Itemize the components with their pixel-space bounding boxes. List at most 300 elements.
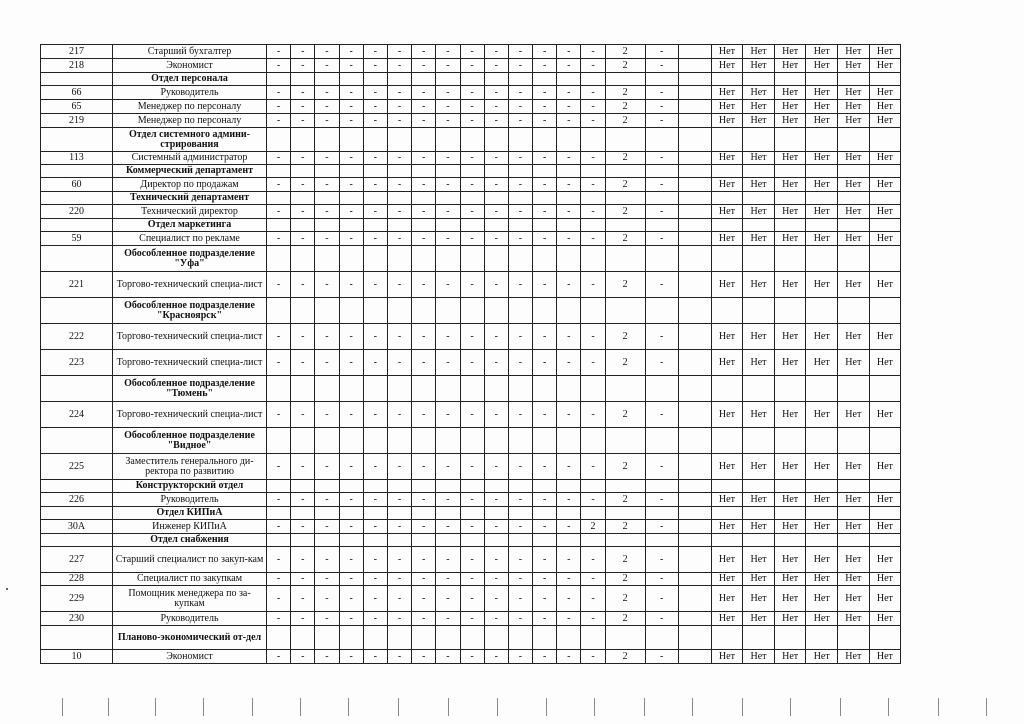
table-cell xyxy=(774,73,806,86)
table-cell xyxy=(645,507,678,520)
section-title-cell: Обособленное подразделение "Красноярск" xyxy=(113,298,267,324)
class-cell: 2 xyxy=(605,402,645,428)
table-cell xyxy=(363,192,387,205)
table-cell xyxy=(678,100,711,114)
table-cell xyxy=(339,428,363,454)
answer-cell: Нет xyxy=(806,586,838,612)
factor-cell: - xyxy=(387,232,411,246)
table-cell xyxy=(678,192,711,205)
table-cell xyxy=(869,376,901,402)
factor-cell: - xyxy=(412,402,436,428)
answer-cell: Нет xyxy=(806,547,838,573)
factor-cell: - xyxy=(412,573,436,586)
class-cell: 2 xyxy=(605,350,645,376)
table-cell xyxy=(678,534,711,547)
row-number-cell: 229 xyxy=(41,586,113,612)
table-cell xyxy=(533,428,557,454)
table-cell xyxy=(508,507,532,520)
answer-cell: Нет xyxy=(743,205,775,219)
answer-cell: Нет xyxy=(806,402,838,428)
section-title-cell: Обособленное подразделение "Уфа" xyxy=(113,246,267,272)
factor-cell: - xyxy=(484,232,508,246)
factor-cell: - xyxy=(581,324,605,350)
factor-cell: - xyxy=(339,454,363,480)
table-cell xyxy=(267,128,291,152)
factor-cell: - xyxy=(533,232,557,246)
table-cell xyxy=(436,128,460,152)
table-cell xyxy=(838,128,870,152)
position-name-cell: Торгово-технический специа-лист xyxy=(113,324,267,350)
factor-cell: - xyxy=(484,547,508,573)
table-cell xyxy=(645,165,678,178)
factor-cell: - xyxy=(363,45,387,59)
factor-cell: - xyxy=(484,650,508,664)
table-cell xyxy=(484,428,508,454)
factor-cell: - xyxy=(387,612,411,626)
factor-cell: - xyxy=(460,650,484,664)
answer-cell: Нет xyxy=(711,350,743,376)
workplace-table xyxy=(40,44,901,664)
factor-cell: - xyxy=(363,520,387,534)
answer-cell: Нет xyxy=(743,59,775,73)
table-cell xyxy=(743,165,775,178)
factor-cell: - xyxy=(645,350,678,376)
answer-cell: Нет xyxy=(774,402,806,428)
table-cell xyxy=(711,428,743,454)
factor-cell: - xyxy=(557,59,581,73)
factor-cell: - xyxy=(315,493,339,507)
factor-cell: - xyxy=(291,100,315,114)
table-cell xyxy=(339,219,363,232)
factor-cell: - xyxy=(315,86,339,100)
table-cell xyxy=(678,205,711,219)
factor-cell: - xyxy=(557,152,581,165)
factor-cell: - xyxy=(557,45,581,59)
table-cell xyxy=(774,428,806,454)
answer-cell: Нет xyxy=(869,573,901,586)
factor-cell: - xyxy=(291,573,315,586)
table-cell xyxy=(387,219,411,232)
factor-cell: - xyxy=(315,402,339,428)
table-cell xyxy=(291,480,315,493)
answer-cell: Нет xyxy=(743,454,775,480)
row-number-cell xyxy=(41,73,113,86)
factor-cell: - xyxy=(363,493,387,507)
table-cell xyxy=(412,507,436,520)
section-row xyxy=(41,480,901,493)
table-cell xyxy=(743,219,775,232)
factor-cell: - xyxy=(484,272,508,298)
table-row xyxy=(41,152,901,165)
factor-cell: - xyxy=(363,178,387,192)
factor-cell: - xyxy=(484,454,508,480)
factor-cell: - xyxy=(645,86,678,100)
table-cell xyxy=(484,480,508,493)
factor-cell: - xyxy=(315,205,339,219)
factor-cell: - xyxy=(557,493,581,507)
answer-cell: Нет xyxy=(869,86,901,100)
factor-cell: - xyxy=(557,612,581,626)
factor-cell: - xyxy=(267,493,291,507)
factor-cell: - xyxy=(484,59,508,73)
answer-cell: Нет xyxy=(806,272,838,298)
answer-cell: Нет xyxy=(838,350,870,376)
answer-cell: Нет xyxy=(806,152,838,165)
row-number-cell xyxy=(41,192,113,205)
table-cell xyxy=(869,219,901,232)
factor-cell: - xyxy=(484,100,508,114)
factor-cell: - xyxy=(412,547,436,573)
class-cell: 2 xyxy=(605,493,645,507)
table-cell xyxy=(678,376,711,402)
factor-cell: - xyxy=(484,520,508,534)
table-cell xyxy=(806,480,838,493)
answer-cell: Нет xyxy=(806,232,838,246)
factor-cell: - xyxy=(412,232,436,246)
factor-cell: - xyxy=(557,520,581,534)
factor-cell: - xyxy=(460,152,484,165)
table-cell xyxy=(605,246,645,272)
table-cell xyxy=(436,428,460,454)
answer-cell: Нет xyxy=(838,454,870,480)
factor-cell: - xyxy=(533,59,557,73)
answer-cell: Нет xyxy=(711,59,743,73)
class-cell: 2 xyxy=(605,178,645,192)
factor-cell: - xyxy=(533,520,557,534)
table-cell xyxy=(838,246,870,272)
section-title-cell: Отдел персонала xyxy=(113,73,267,86)
factor-cell: - xyxy=(315,114,339,128)
table-row xyxy=(41,586,901,612)
table-cell xyxy=(387,480,411,493)
table-cell xyxy=(774,219,806,232)
answer-cell: Нет xyxy=(806,100,838,114)
table-cell xyxy=(806,507,838,520)
table-cell xyxy=(363,298,387,324)
table-cell xyxy=(436,73,460,86)
factor-cell: - xyxy=(460,59,484,73)
answer-cell: Нет xyxy=(743,586,775,612)
table-cell xyxy=(605,192,645,205)
row-number-cell: 223 xyxy=(41,350,113,376)
factor-cell: - xyxy=(412,152,436,165)
factor-cell: - xyxy=(339,547,363,573)
table-cell xyxy=(581,192,605,205)
factor-cell: - xyxy=(436,573,460,586)
position-name-cell: Торгово-технический специа-лист xyxy=(113,350,267,376)
factor-cell: - xyxy=(363,100,387,114)
section-title-cell: Обособленное подразделение "Видное" xyxy=(113,428,267,454)
table-row xyxy=(41,272,901,298)
answer-cell: Нет xyxy=(711,454,743,480)
table-cell xyxy=(678,493,711,507)
table-row xyxy=(41,573,901,586)
edge-mark xyxy=(300,698,301,716)
table-cell xyxy=(774,626,806,650)
factor-cell: - xyxy=(484,586,508,612)
answer-cell: Нет xyxy=(869,350,901,376)
factor-cell: - xyxy=(460,454,484,480)
table-cell xyxy=(267,73,291,86)
factor-cell: - xyxy=(581,114,605,128)
factor-cell: - xyxy=(645,547,678,573)
row-number-cell: 113 xyxy=(41,152,113,165)
table-cell xyxy=(645,480,678,493)
answer-cell: Нет xyxy=(838,205,870,219)
factor-cell: - xyxy=(291,86,315,100)
factor-cell: - xyxy=(436,350,460,376)
table-cell xyxy=(869,534,901,547)
factor-cell: - xyxy=(581,586,605,612)
class-cell: 2 xyxy=(605,650,645,664)
factor-cell: - xyxy=(267,59,291,73)
class-cell: 2 xyxy=(605,114,645,128)
factor-cell: - xyxy=(484,612,508,626)
table-cell xyxy=(533,73,557,86)
factor-cell: - xyxy=(557,100,581,114)
answer-cell: Нет xyxy=(869,650,901,664)
table-cell xyxy=(484,73,508,86)
table-cell xyxy=(581,480,605,493)
factor-cell: - xyxy=(363,402,387,428)
factor-cell: - xyxy=(484,114,508,128)
table-cell xyxy=(339,298,363,324)
table-cell xyxy=(412,376,436,402)
table-cell xyxy=(363,534,387,547)
table-cell xyxy=(315,626,339,650)
row-number-cell: 60 xyxy=(41,178,113,192)
factor-cell: - xyxy=(363,324,387,350)
table-cell xyxy=(557,534,581,547)
factor-cell: - xyxy=(315,100,339,114)
factor-cell: - xyxy=(387,650,411,664)
position-name-cell: Торгово-технический специа-лист xyxy=(113,272,267,298)
answer-cell: Нет xyxy=(869,152,901,165)
factor-cell: - xyxy=(315,324,339,350)
factor-cell: - xyxy=(533,152,557,165)
table-cell xyxy=(869,73,901,86)
factor-cell: - xyxy=(436,272,460,298)
table-cell xyxy=(838,165,870,178)
table-cell xyxy=(291,219,315,232)
answer-cell: Нет xyxy=(869,100,901,114)
table-cell xyxy=(339,534,363,547)
factor-cell: - xyxy=(315,45,339,59)
answer-cell: Нет xyxy=(774,324,806,350)
table-cell xyxy=(838,626,870,650)
table-cell xyxy=(869,128,901,152)
table-cell xyxy=(508,626,532,650)
table-cell xyxy=(387,246,411,272)
factor-cell: - xyxy=(339,520,363,534)
table-cell xyxy=(533,376,557,402)
table-cell xyxy=(743,534,775,547)
factor-cell: - xyxy=(645,612,678,626)
table-cell xyxy=(838,73,870,86)
table-cell xyxy=(645,128,678,152)
table-cell xyxy=(484,219,508,232)
edge-mark xyxy=(644,698,645,716)
table-cell xyxy=(484,534,508,547)
table-row xyxy=(41,324,901,350)
table-cell xyxy=(869,298,901,324)
table-cell xyxy=(645,219,678,232)
factor-cell: - xyxy=(645,59,678,73)
factor-cell: - xyxy=(557,586,581,612)
table-cell xyxy=(869,165,901,178)
table-cell xyxy=(678,152,711,165)
position-name-cell: Менеджер по персоналу xyxy=(113,100,267,114)
factor-cell: - xyxy=(533,86,557,100)
edge-mark xyxy=(497,698,498,716)
factor-cell: - xyxy=(508,152,532,165)
table-row xyxy=(41,547,901,573)
factor-cell: - xyxy=(363,114,387,128)
answer-cell: Нет xyxy=(806,59,838,73)
row-number-cell xyxy=(41,480,113,493)
table-cell xyxy=(678,573,711,586)
factor-cell: - xyxy=(484,402,508,428)
answer-cell: Нет xyxy=(774,573,806,586)
table-row xyxy=(41,232,901,246)
factor-cell: - xyxy=(315,650,339,664)
table-cell xyxy=(678,232,711,246)
factor-cell: - xyxy=(363,272,387,298)
row-number-cell: 220 xyxy=(41,205,113,219)
factor-cell: - xyxy=(533,272,557,298)
edge-mark xyxy=(155,698,156,716)
factor-cell: - xyxy=(557,573,581,586)
table-cell xyxy=(460,165,484,178)
table-cell xyxy=(806,534,838,547)
answer-cell: Нет xyxy=(869,324,901,350)
table-cell xyxy=(267,298,291,324)
factor-cell: - xyxy=(533,205,557,219)
answer-cell: Нет xyxy=(869,178,901,192)
row-number-cell xyxy=(41,428,113,454)
factor-cell: - xyxy=(484,45,508,59)
factor-cell: - xyxy=(436,114,460,128)
table-cell xyxy=(838,507,870,520)
factor-cell: - xyxy=(508,493,532,507)
factor-cell: - xyxy=(460,586,484,612)
row-number-cell: 227 xyxy=(41,547,113,573)
table-cell xyxy=(605,507,645,520)
table-cell xyxy=(581,298,605,324)
answer-cell: Нет xyxy=(869,114,901,128)
table-cell xyxy=(339,165,363,178)
factor-cell: - xyxy=(339,402,363,428)
factor-cell: - xyxy=(339,650,363,664)
answer-cell: Нет xyxy=(869,493,901,507)
factor-cell: - xyxy=(484,152,508,165)
table-cell xyxy=(363,73,387,86)
factor-cell: - xyxy=(339,324,363,350)
class-cell: 2 xyxy=(605,86,645,100)
answer-cell: Нет xyxy=(711,520,743,534)
factor-cell: - xyxy=(387,350,411,376)
factor-cell: - xyxy=(339,272,363,298)
answer-cell: Нет xyxy=(806,324,838,350)
answer-cell: Нет xyxy=(743,114,775,128)
factor-cell: - xyxy=(557,547,581,573)
table-cell xyxy=(387,128,411,152)
factor-cell: - xyxy=(645,454,678,480)
factor-cell: - xyxy=(460,205,484,219)
table-cell xyxy=(387,298,411,324)
class-cell: 2 xyxy=(605,520,645,534)
table-cell xyxy=(678,547,711,573)
factor-cell: - xyxy=(557,324,581,350)
table-cell xyxy=(315,428,339,454)
row-number-cell xyxy=(41,534,113,547)
table-cell xyxy=(806,298,838,324)
factor-cell: - xyxy=(363,573,387,586)
table-row xyxy=(41,612,901,626)
table-cell xyxy=(605,626,645,650)
table-cell xyxy=(533,192,557,205)
table-cell xyxy=(678,45,711,59)
factor-cell: - xyxy=(412,59,436,73)
factor-cell: - xyxy=(412,612,436,626)
answer-cell: Нет xyxy=(711,402,743,428)
table-cell xyxy=(412,128,436,152)
edge-mark xyxy=(62,698,63,716)
factor-cell: - xyxy=(645,152,678,165)
factor-cell: - xyxy=(557,650,581,664)
factor-cell: - xyxy=(387,178,411,192)
answer-cell: Нет xyxy=(711,114,743,128)
table-cell xyxy=(605,480,645,493)
position-name-cell: Помощник менеджера по за-купкам xyxy=(113,586,267,612)
table-cell xyxy=(460,626,484,650)
table-cell xyxy=(678,165,711,178)
factor-cell: - xyxy=(460,547,484,573)
table-cell xyxy=(484,192,508,205)
factor-cell: - xyxy=(315,152,339,165)
table-cell xyxy=(387,428,411,454)
table-cell xyxy=(678,298,711,324)
factor-cell: - xyxy=(581,59,605,73)
table-cell xyxy=(267,376,291,402)
answer-cell: Нет xyxy=(774,272,806,298)
factor-cell: - xyxy=(412,454,436,480)
table-cell xyxy=(460,534,484,547)
factor-cell: - xyxy=(363,650,387,664)
table-cell xyxy=(508,192,532,205)
answer-cell: Нет xyxy=(711,272,743,298)
factor-cell: - xyxy=(436,520,460,534)
table-cell xyxy=(678,219,711,232)
answer-cell: Нет xyxy=(774,612,806,626)
table-cell xyxy=(806,376,838,402)
table-cell xyxy=(774,246,806,272)
edge-mark xyxy=(938,698,939,716)
section-row xyxy=(41,376,901,402)
table-cell xyxy=(678,480,711,493)
edge-mark xyxy=(986,698,987,716)
table-cell xyxy=(581,428,605,454)
table-cell xyxy=(557,246,581,272)
answer-cell: Нет xyxy=(838,324,870,350)
answer-cell: Нет xyxy=(711,100,743,114)
factor-cell: - xyxy=(267,612,291,626)
factor-cell: - xyxy=(460,232,484,246)
position-name-cell: Экономист xyxy=(113,650,267,664)
answer-cell: Нет xyxy=(869,612,901,626)
table-cell xyxy=(806,246,838,272)
table-cell xyxy=(363,376,387,402)
